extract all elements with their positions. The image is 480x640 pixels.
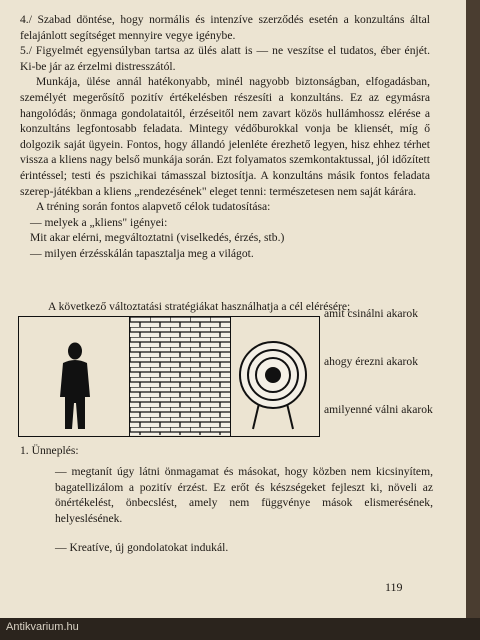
list-item-igenyei: — melyek a „kliens" igényei: [30, 215, 168, 229]
bullet-kreative: — Kreatíve, új gondolatokat indukál. [55, 541, 229, 555]
section-title: 1. Ünneplés: [20, 444, 79, 457]
target-panel [231, 317, 319, 436]
side-label-valni: amilyenné válni akarok [324, 403, 433, 416]
watermark-bar [0, 618, 480, 640]
side-label-csinalni: amit csinálni akarok [324, 307, 419, 320]
book-edge [466, 0, 480, 640]
main-text [20, 12, 430, 262]
person-silhouette-icon [19, 317, 129, 435]
section-body [55, 464, 433, 556]
strategy-figure [18, 316, 320, 437]
figure-caption: A következő változtatási stratégiákat használhatja a cél elérésére; [48, 300, 351, 313]
paragraph-5: 5./ Figyelmét egyensúlyban tartsa az ülés alatt is — ne veszítse el tudatos, éber énjét. Ki-be jár az érzelmi distresszától. [20, 44, 430, 73]
list-item-erzesskala: — milyen érzésskálán tapasztalja meg a világot. [30, 246, 254, 260]
brick-wall-icon [130, 317, 230, 435]
person-panel [19, 317, 129, 436]
bullet-megtanit: — megtanít úgy látni önmagamat és másokat, hogy közben nem kicsinyítem, bagatellizálom a pozitív érzést. Ez erőt és készségeket fejleszt ki, növeli az önértékelést, önbecslést, amely nem függvénye mások elismerésének, helyeslésének. [55, 465, 433, 525]
target-icon [231, 317, 319, 435]
paragraph-4: 4./ Szabad döntése, hogy normális és intenzíve szerződés esetén a konzultáns által felajánlott segítséget mennyire vegye igénybe. [20, 13, 430, 42]
list-item-mit-akar: Mit akar elérni, megváltoztatni (viselkedés, érzés, stb.) [30, 231, 285, 245]
watermark: Antikvarium.hu [6, 621, 79, 633]
brick-wall-panel [129, 317, 231, 436]
side-label-erezni: ahogy érezni akarok [324, 355, 418, 368]
page-number: 119 [385, 580, 403, 594]
paragraph-konzultans: Munkája, ülése annál hatékonyabb, minél nagyobb biztonságban, elfogadásban, személyét megerősítő pozitív értékelésben részesíti a konzultáns. Ez az egymásra hangolódás; önmaga gondolataitól, érzéseitől nem zavart közös hullámhossz elérése a konzultáns legfontosabb feladata. Mintegy védőburokkal vonja be kliensét, míg ő dolgozik saját ügyein. Fontos, hogy állandó jelenléte érezhető legyen, hisz ehhez térhet vissza a kliens nagy belső munkája során. Ezt folyamatos szemkontaktussal, jól időzített érintéssel; testi és pszichikai támasszal biztosítja. A konzultáns másik fontos feladata szerep-játékban a kliens „rendezésének" eleget tenni: természetesen nem saját kárára. [20, 75, 430, 198]
paragraph-training: A tréning során fontos alapvető célok tudatosítása: [36, 200, 271, 214]
